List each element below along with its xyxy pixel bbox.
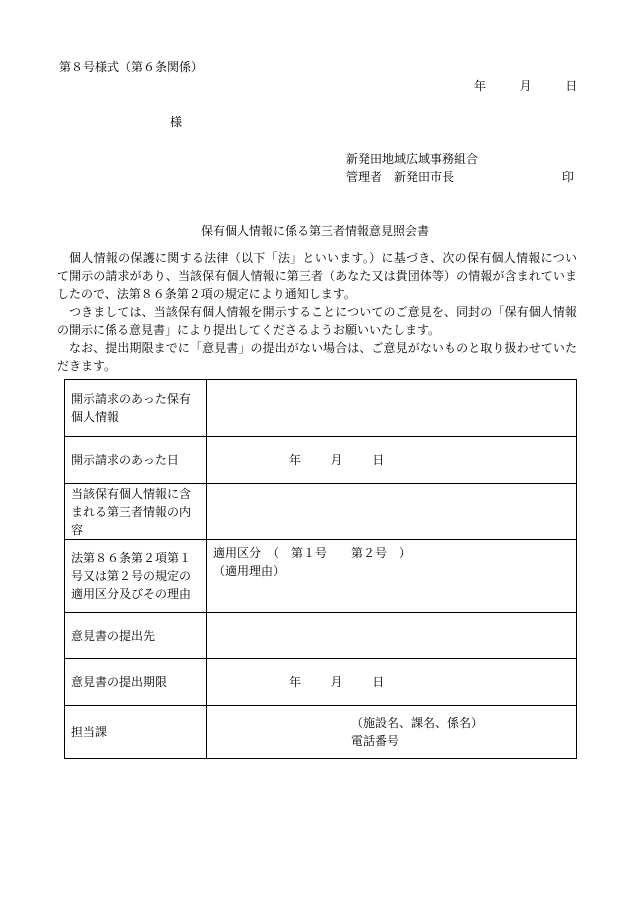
label-department: 担当課	[65, 706, 207, 759]
department-detail: （施設名、課名、係名）	[351, 716, 484, 730]
value-requested-info	[207, 380, 577, 437]
seal-mark: 印	[562, 170, 575, 184]
value-submission-deadline	[207, 659, 577, 706]
category-line: 適用区分 （ 第１号 第２号 ）	[213, 546, 412, 560]
date-line	[474, 77, 577, 94]
table-row	[65, 706, 577, 759]
request-date-year: 年	[289, 453, 302, 467]
request-date-day: 日	[372, 453, 385, 467]
organization-name: 新発田地域広域事務組合	[346, 152, 479, 166]
table-row	[65, 659, 577, 706]
date-day: 日	[565, 79, 578, 93]
label-request-date: 開示請求のあった日	[65, 437, 207, 484]
table-row	[65, 613, 577, 659]
label-applicable-category: 法第８６条第２項第１号又は第２号の規定の適用区分及びその理由	[65, 540, 207, 613]
table-row	[65, 437, 577, 484]
body-paragraph-2: つきましては、当該保有個人情報を開示することについてのご意見を、同封の「保有個人情報の開示に係る意見書」により提出してくださるようお願いいたします。	[57, 305, 577, 337]
date-month: 月	[519, 79, 532, 93]
deadline-day: 日	[372, 675, 385, 689]
label-third-party-info: 当該保有個人情報に含まれる第三者情報の内容	[65, 484, 207, 540]
label-submission-deadline: 意見書の提出期限	[65, 659, 207, 706]
inquiry-table	[64, 379, 577, 759]
body-paragraph-1: 個人情報の保護に関する法律（以下「法」といいます。）に基づき、次の保有個人情報について開示の請求があり、当該保有個人情報に第三者（あなた又は貴団体等）の情報が含まれていましたので、法第８６条第２項の規定により通知します。	[57, 251, 577, 301]
request-date-month: 月	[330, 453, 343, 467]
table-row	[65, 484, 577, 540]
label-submission-destination: 意見書の提出先	[65, 613, 207, 659]
form-number: 第８号様式（第６条関係）	[59, 60, 204, 74]
document-title: 保有個人情報に係る第三者情報意見照会書	[200, 224, 429, 238]
value-third-party-info	[207, 484, 577, 540]
table-row	[65, 380, 577, 437]
administrator-name: 管理者 新発田市長	[346, 170, 455, 184]
value-department	[207, 706, 577, 759]
addressee: 様	[170, 115, 183, 129]
table-row	[65, 540, 577, 613]
deadline-year: 年	[289, 675, 302, 689]
body-paragraph-3: なお、提出期限までに「意見書」の提出がない場合は、ご意見がないものと取り扱わせていただきます。	[57, 341, 577, 373]
body-text	[57, 249, 577, 375]
phone-number-label: 電話番号	[351, 734, 400, 748]
value-submission-destination	[207, 613, 577, 659]
deadline-month: 月	[330, 675, 343, 689]
reason-line: （適用理由）	[213, 564, 286, 578]
label-requested-info: 開示請求のあった保有個人情報	[65, 380, 207, 437]
date-year: 年	[474, 79, 487, 93]
value-applicable-category	[207, 540, 577, 613]
value-request-date	[207, 437, 577, 484]
